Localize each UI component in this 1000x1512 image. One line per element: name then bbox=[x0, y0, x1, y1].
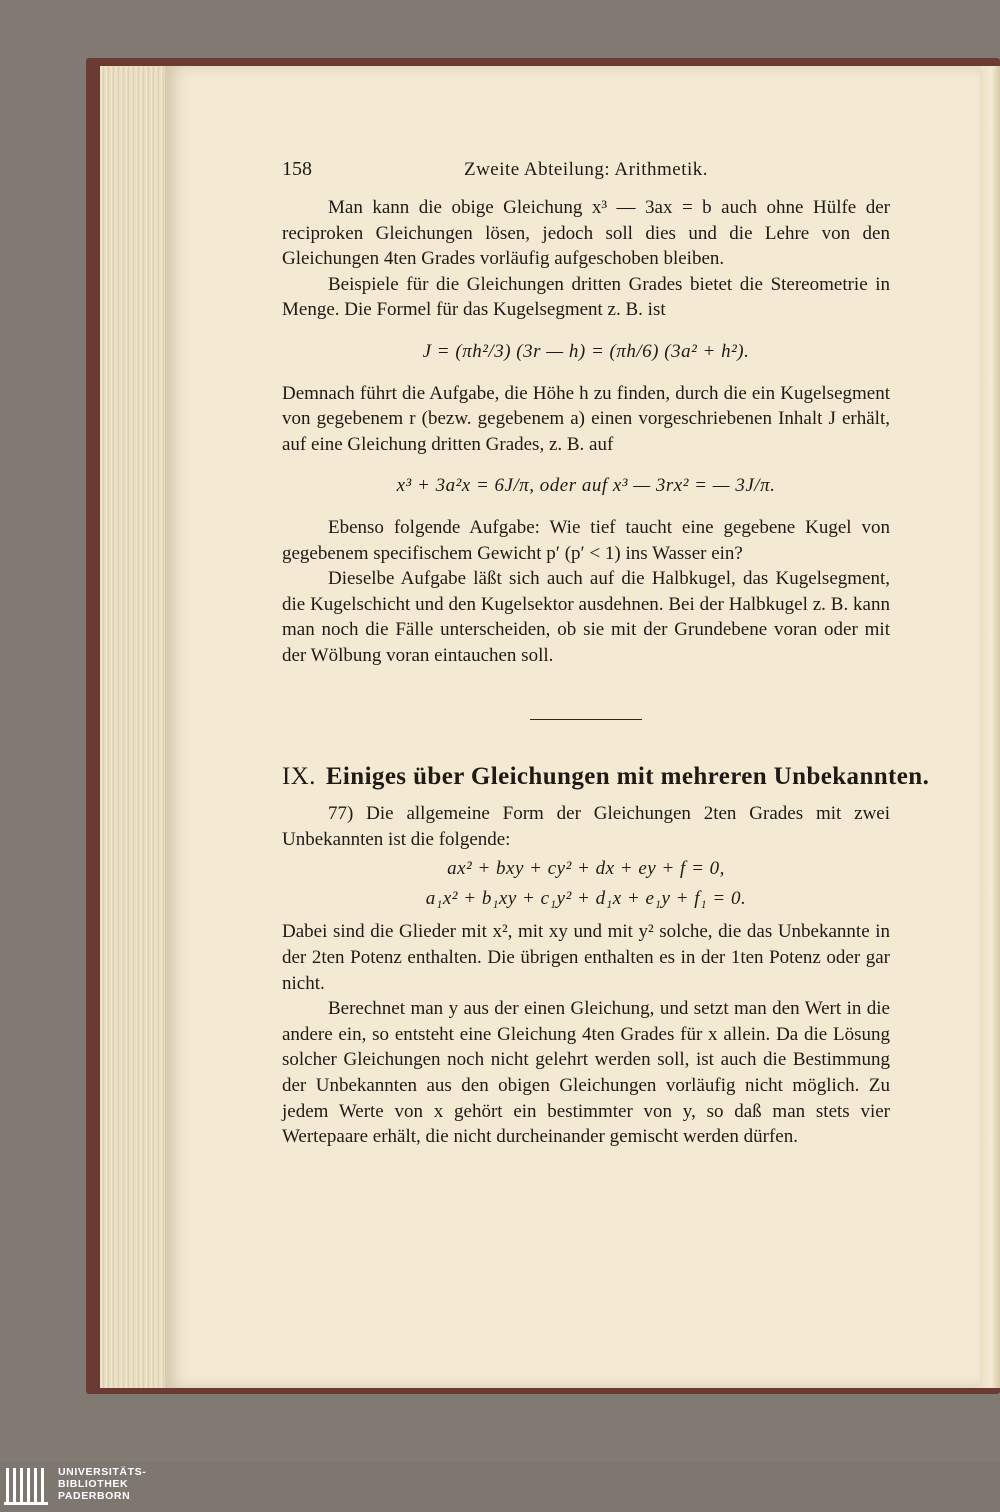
paragraph: 77) Die allgemeine Form der Gleichungen 2ten Grades mit zwei Unbekannten ist die folgende: bbox=[282, 803, 890, 850]
library-name-line: UNIVERSITÄTS- bbox=[58, 1466, 147, 1478]
library-logo-icon bbox=[4, 1464, 52, 1508]
library-name-line: BIBLIOTHEK bbox=[58, 1478, 129, 1490]
formula-cubic: x³ + 3a²x = 6J/π, oder auf x³ — 3rx² = — 3J/π. bbox=[396, 475, 776, 497]
paragraph: Ebenso folgende Aufgabe: Wie tief taucht eine gegebene Kugel von gegebenem specifischem Gewicht p′ (p′ < 1) ins Wasser ein? bbox=[282, 516, 890, 564]
next-page-edge bbox=[978, 66, 1000, 1388]
page-number: 158 bbox=[282, 158, 312, 180]
paragraph: Berechnet man y aus der einen Gleichung, und setzt man den Wert in die andere ein, so entsteht eine Gleichung 4ten Grades für x allein. Da die Lösung solcher Gleichungen noch nicht gelehrt werden soll, ist auch die Bestimmung der Unbekannten aus den obigen Gleichungen vorläufig nicht möglich. Zu jedem Werte von x gehört ein bestimmter von y, so daß man stets vier Wertepaare erhält, die nicht durcheinander gemischt werden dürfen. bbox=[282, 998, 890, 1148]
book-page bbox=[165, 66, 980, 1388]
paragraph: Beispiele für die Gleichungen dritten Grades bietet die Stereometrie in Menge. Die Formel für das Kugelsegment z. B. ist bbox=[282, 273, 890, 321]
equation: a₁x² + b₁xy + c₁y² + d₁x + e₁y + f₁ = 0. bbox=[425, 887, 747, 909]
library-footer bbox=[0, 1462, 1000, 1512]
paragraph: Dabei sind die Glieder mit x², mit xy und mit y² solche, die das Unbekannte in der 2ten Potenz enthalten. Die übrigen enthalten es in der 1ten Potenz oder gar nicht. bbox=[282, 921, 890, 994]
running-head bbox=[282, 157, 890, 185]
paragraph: Dieselbe Aufgabe läßt sich auch auf die Halbkugel, das Kugelsegment, die Kugelschicht und den Kugelsektor ausdehnen. Bei der Halbkugel z. B. kann man noch die Fälle unterscheiden, ob sie mit der Grundebene voran oder mit der Wölbung voran eintauchen soll. bbox=[282, 568, 890, 666]
library-name-line: PADERBORN bbox=[58, 1490, 131, 1502]
equation: ax² + bxy + cy² + dx + ey + f = 0, bbox=[447, 858, 725, 880]
page-content bbox=[282, 157, 930, 1150]
library-name bbox=[58, 1466, 146, 1502]
section-heading bbox=[282, 762, 930, 790]
paragraph: Demnach führt die Aufgabe, die Höhe h zu finden, durch die ein Kugelsegment von gegebenem r (bezw. gegebenem a) einen vorgeschriebenen Inhalt J erhält, auf eine Gleichung dritten Grades, z. B. auf bbox=[282, 382, 890, 455]
formula-kugelsegment: J = (πh²/3) (3r — h) = (πh/6) (3a² + h²). bbox=[422, 340, 750, 362]
section-title: Einiges über Gleichungen mit mehreren Unbekannten. bbox=[325, 762, 930, 790]
running-title: Zweite Abteilung: Arithmetik. bbox=[463, 159, 709, 180]
section-divider bbox=[530, 719, 642, 720]
section-number: IX. bbox=[282, 762, 316, 790]
page-edges bbox=[100, 66, 170, 1388]
paragraph: Man kann die obige Gleichung x³ — 3ax = b auch ohne Hülfe der reciproken Gleichungen lösen, jedoch soll dies und die Lehre von den Gleichungen 4ten Grades vorläufig aufgeschoben bleiben. bbox=[282, 197, 890, 270]
